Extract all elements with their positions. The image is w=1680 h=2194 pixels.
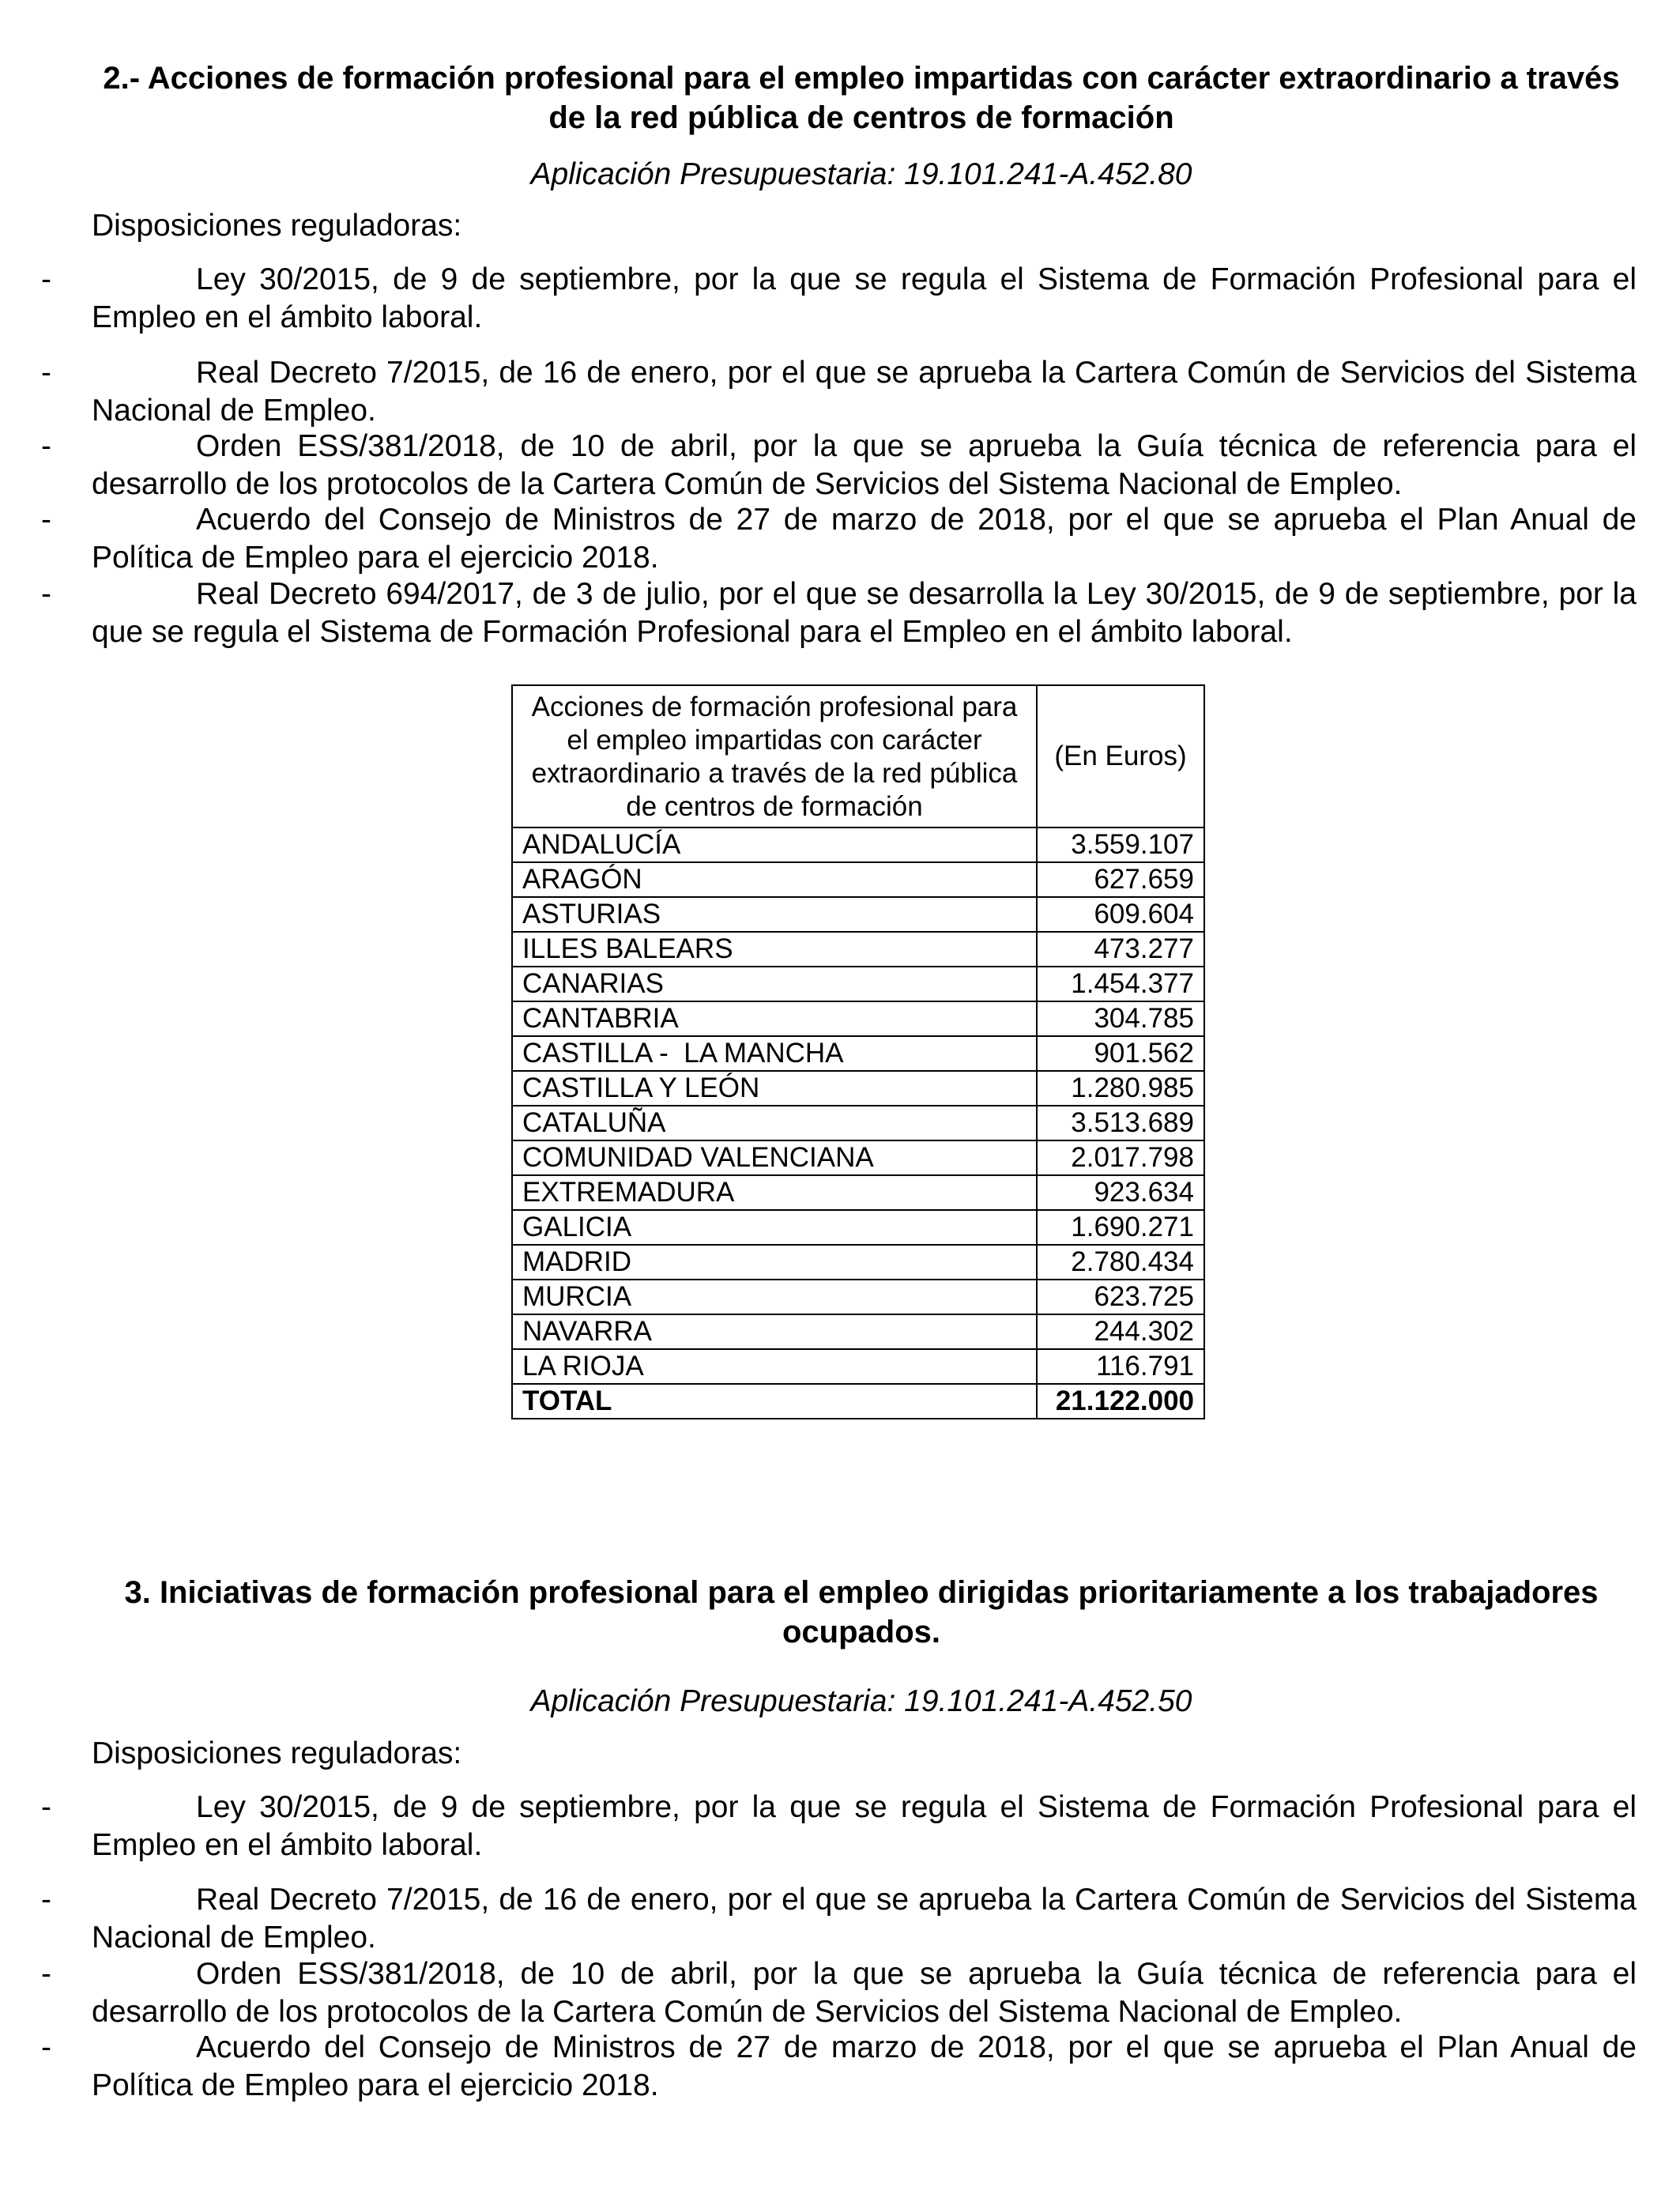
table-row: [512, 1210, 1204, 1245]
section-2-heading-line1: 2.- Acciones de formación profesional para el empleo impartidas con carácter extraordinario a través: [103, 61, 1620, 96]
table-header-row: [512, 685, 1204, 827]
section-3-budget-line: Aplicación Presupuestaria: 19.101.241-A.452.50: [530, 1684, 1192, 1718]
table-row: [512, 967, 1204, 1001]
table-row: [512, 1001, 1204, 1036]
section-2-budget-line: Aplicación Presupuestaria: 19.101.241-A.452.80: [530, 157, 1192, 191]
region-name: LA RIOJA: [512, 1349, 1037, 1384]
list-dash: -: [41, 262, 51, 296]
region-name: CATALUÑA: [512, 1106, 1037, 1140]
list-dash: -: [41, 577, 51, 611]
region-amount: 304.785: [1037, 1001, 1204, 1036]
table-row: [512, 827, 1204, 862]
regional-funding-table: [511, 684, 1205, 1419]
region-name: ASTURIAS: [512, 897, 1037, 932]
region-amount: 627.659: [1037, 862, 1204, 897]
table-row: [512, 1071, 1204, 1106]
region-name: CANTABRIA: [512, 1001, 1037, 1036]
region-amount: 1.280.985: [1037, 1071, 1204, 1106]
region-name: CANARIAS: [512, 967, 1037, 1001]
region-amount: 244.302: [1037, 1314, 1204, 1349]
region-name: GALICIA: [512, 1210, 1037, 1245]
regulation-text: Acuerdo del Consejo de Ministros de 27 de marzo de 2018, por el que se aprueba el Plan Anual de Política de Empleo para el ejercicio 2018.: [92, 503, 1637, 575]
region-name: ILLES BALEARS: [512, 932, 1037, 967]
list-dash: -: [41, 429, 51, 463]
header-line: de centros de formación: [626, 791, 923, 822]
list-dash: -: [41, 1790, 51, 1824]
region-amount: 1.690.271: [1037, 1210, 1204, 1245]
region-amount: 623.725: [1037, 1280, 1204, 1314]
section-2-intro: Disposiciones reguladoras:: [92, 209, 462, 243]
regulation-text: Real Decreto 7/2015, de 16 de enero, por el que se aprueba la Cartera Común de Servicios del Sistema Nacional de Empleo.: [92, 356, 1637, 428]
table-row: [512, 1314, 1204, 1349]
section-2-heading-line2: de la red pública de centros de formación: [548, 100, 1174, 135]
region-name: CASTILLA - LA MANCHA: [512, 1036, 1037, 1071]
total-label: TOTAL: [512, 1384, 1037, 1419]
table-row: [512, 1175, 1204, 1210]
regulation-text: Acuerdo del Consejo de Ministros de 27 de marzo de 2018, por el que se aprueba el Plan Anual de Política de Empleo para el ejercicio 2018.: [92, 2030, 1637, 2102]
header-line: el empleo impartidas con carácter: [567, 725, 982, 756]
table-row: [512, 1280, 1204, 1314]
region-amount: 2.017.798: [1037, 1140, 1204, 1175]
region-amount: 3.513.689: [1037, 1106, 1204, 1140]
region-amount: 473.277: [1037, 932, 1204, 967]
region-amount: 923.634: [1037, 1175, 1204, 1210]
total-amount: 21.122.000: [1037, 1384, 1204, 1419]
regulation-text: Orden ESS/381/2018, de 10 de abril, por la que se aprueba la Guía técnica de referencia para el desarrollo de los protocolos de la Cartera Común de Servicios del Sistema Nacional de Empleo.: [92, 429, 1637, 501]
regulation-text: Ley 30/2015, de 9 de septiembre, por la que se regula el Sistema de Formación Profesional para el Empleo en el ámbito laboral.: [92, 262, 1637, 334]
region-amount: 3.559.107: [1037, 827, 1204, 862]
table-row: [512, 932, 1204, 967]
region-name: MADRID: [512, 1245, 1037, 1280]
table-row: [512, 1140, 1204, 1175]
list-dash: -: [41, 2030, 51, 2064]
table-header-unit: (En Euros): [1037, 685, 1204, 827]
region-name: NAVARRA: [512, 1314, 1037, 1349]
region-name: ARAGÓN: [512, 862, 1037, 897]
regulation-text: Real Decreto 7/2015, de 16 de enero, por el que se aprueba la Cartera Común de Servicios del Sistema Nacional de Empleo.: [92, 1883, 1637, 1955]
table-row: [512, 897, 1204, 932]
region-amount: 116.791: [1037, 1349, 1204, 1384]
regulation-text: Orden ESS/381/2018, de 10 de abril, por la que se aprueba la Guía técnica de referencia para el desarrollo de los protocolos de la Cartera Común de Servicios del Sistema Nacional de Empleo.: [92, 1957, 1637, 2029]
region-amount: 1.454.377: [1037, 967, 1204, 1001]
list-dash: -: [41, 356, 51, 390]
table-row: [512, 1245, 1204, 1280]
section-3-heading: [87, 1573, 1636, 1652]
header-line: extraordinario a través de la red pública: [531, 758, 1018, 789]
region-amount: 901.562: [1037, 1036, 1204, 1071]
regulation-text: Real Decreto 694/2017, de 3 de julio, por el que se desarrolla la Ley 30/2015, de 9 de septiembre, por la que se regula el Sistema de Formación Profesional para el Empleo en el ámbito laboral.: [92, 577, 1637, 649]
section-3-intro: Disposiciones reguladoras:: [92, 1736, 462, 1770]
region-amount: 2.780.434: [1037, 1245, 1204, 1280]
section-3-heading-line1: 3. Iniciativas de formación profesional para el empleo dirigidas prioritariamente a los trabajadores: [124, 1575, 1599, 1610]
section-3-heading-line2: ocupados.: [782, 1615, 941, 1649]
list-dash: -: [41, 503, 51, 537]
region-amount: 609.604: [1037, 897, 1204, 932]
region-name: CASTILLA Y LEÓN: [512, 1071, 1037, 1106]
region-name: EXTREMADURA: [512, 1175, 1037, 1210]
header-line: Acciones de formación profesional para: [531, 692, 1018, 722]
list-dash: -: [41, 1957, 51, 1991]
region-name: MURCIA: [512, 1280, 1037, 1314]
table-row: [512, 1036, 1204, 1071]
table-header-concept: [512, 685, 1037, 827]
section-2-heading: [87, 58, 1636, 138]
region-name: ANDALUCÍA: [512, 827, 1037, 862]
region-name: COMUNIDAD VALENCIANA: [512, 1140, 1037, 1175]
list-dash: -: [41, 1883, 51, 1917]
table-row: [512, 1349, 1204, 1384]
table-total-row: [512, 1384, 1204, 1419]
regulation-text: Ley 30/2015, de 9 de septiembre, por la que se regula el Sistema de Formación Profesional para el Empleo en el ámbito laboral.: [92, 1790, 1637, 1862]
table-row: [512, 862, 1204, 897]
table-row: [512, 1106, 1204, 1140]
